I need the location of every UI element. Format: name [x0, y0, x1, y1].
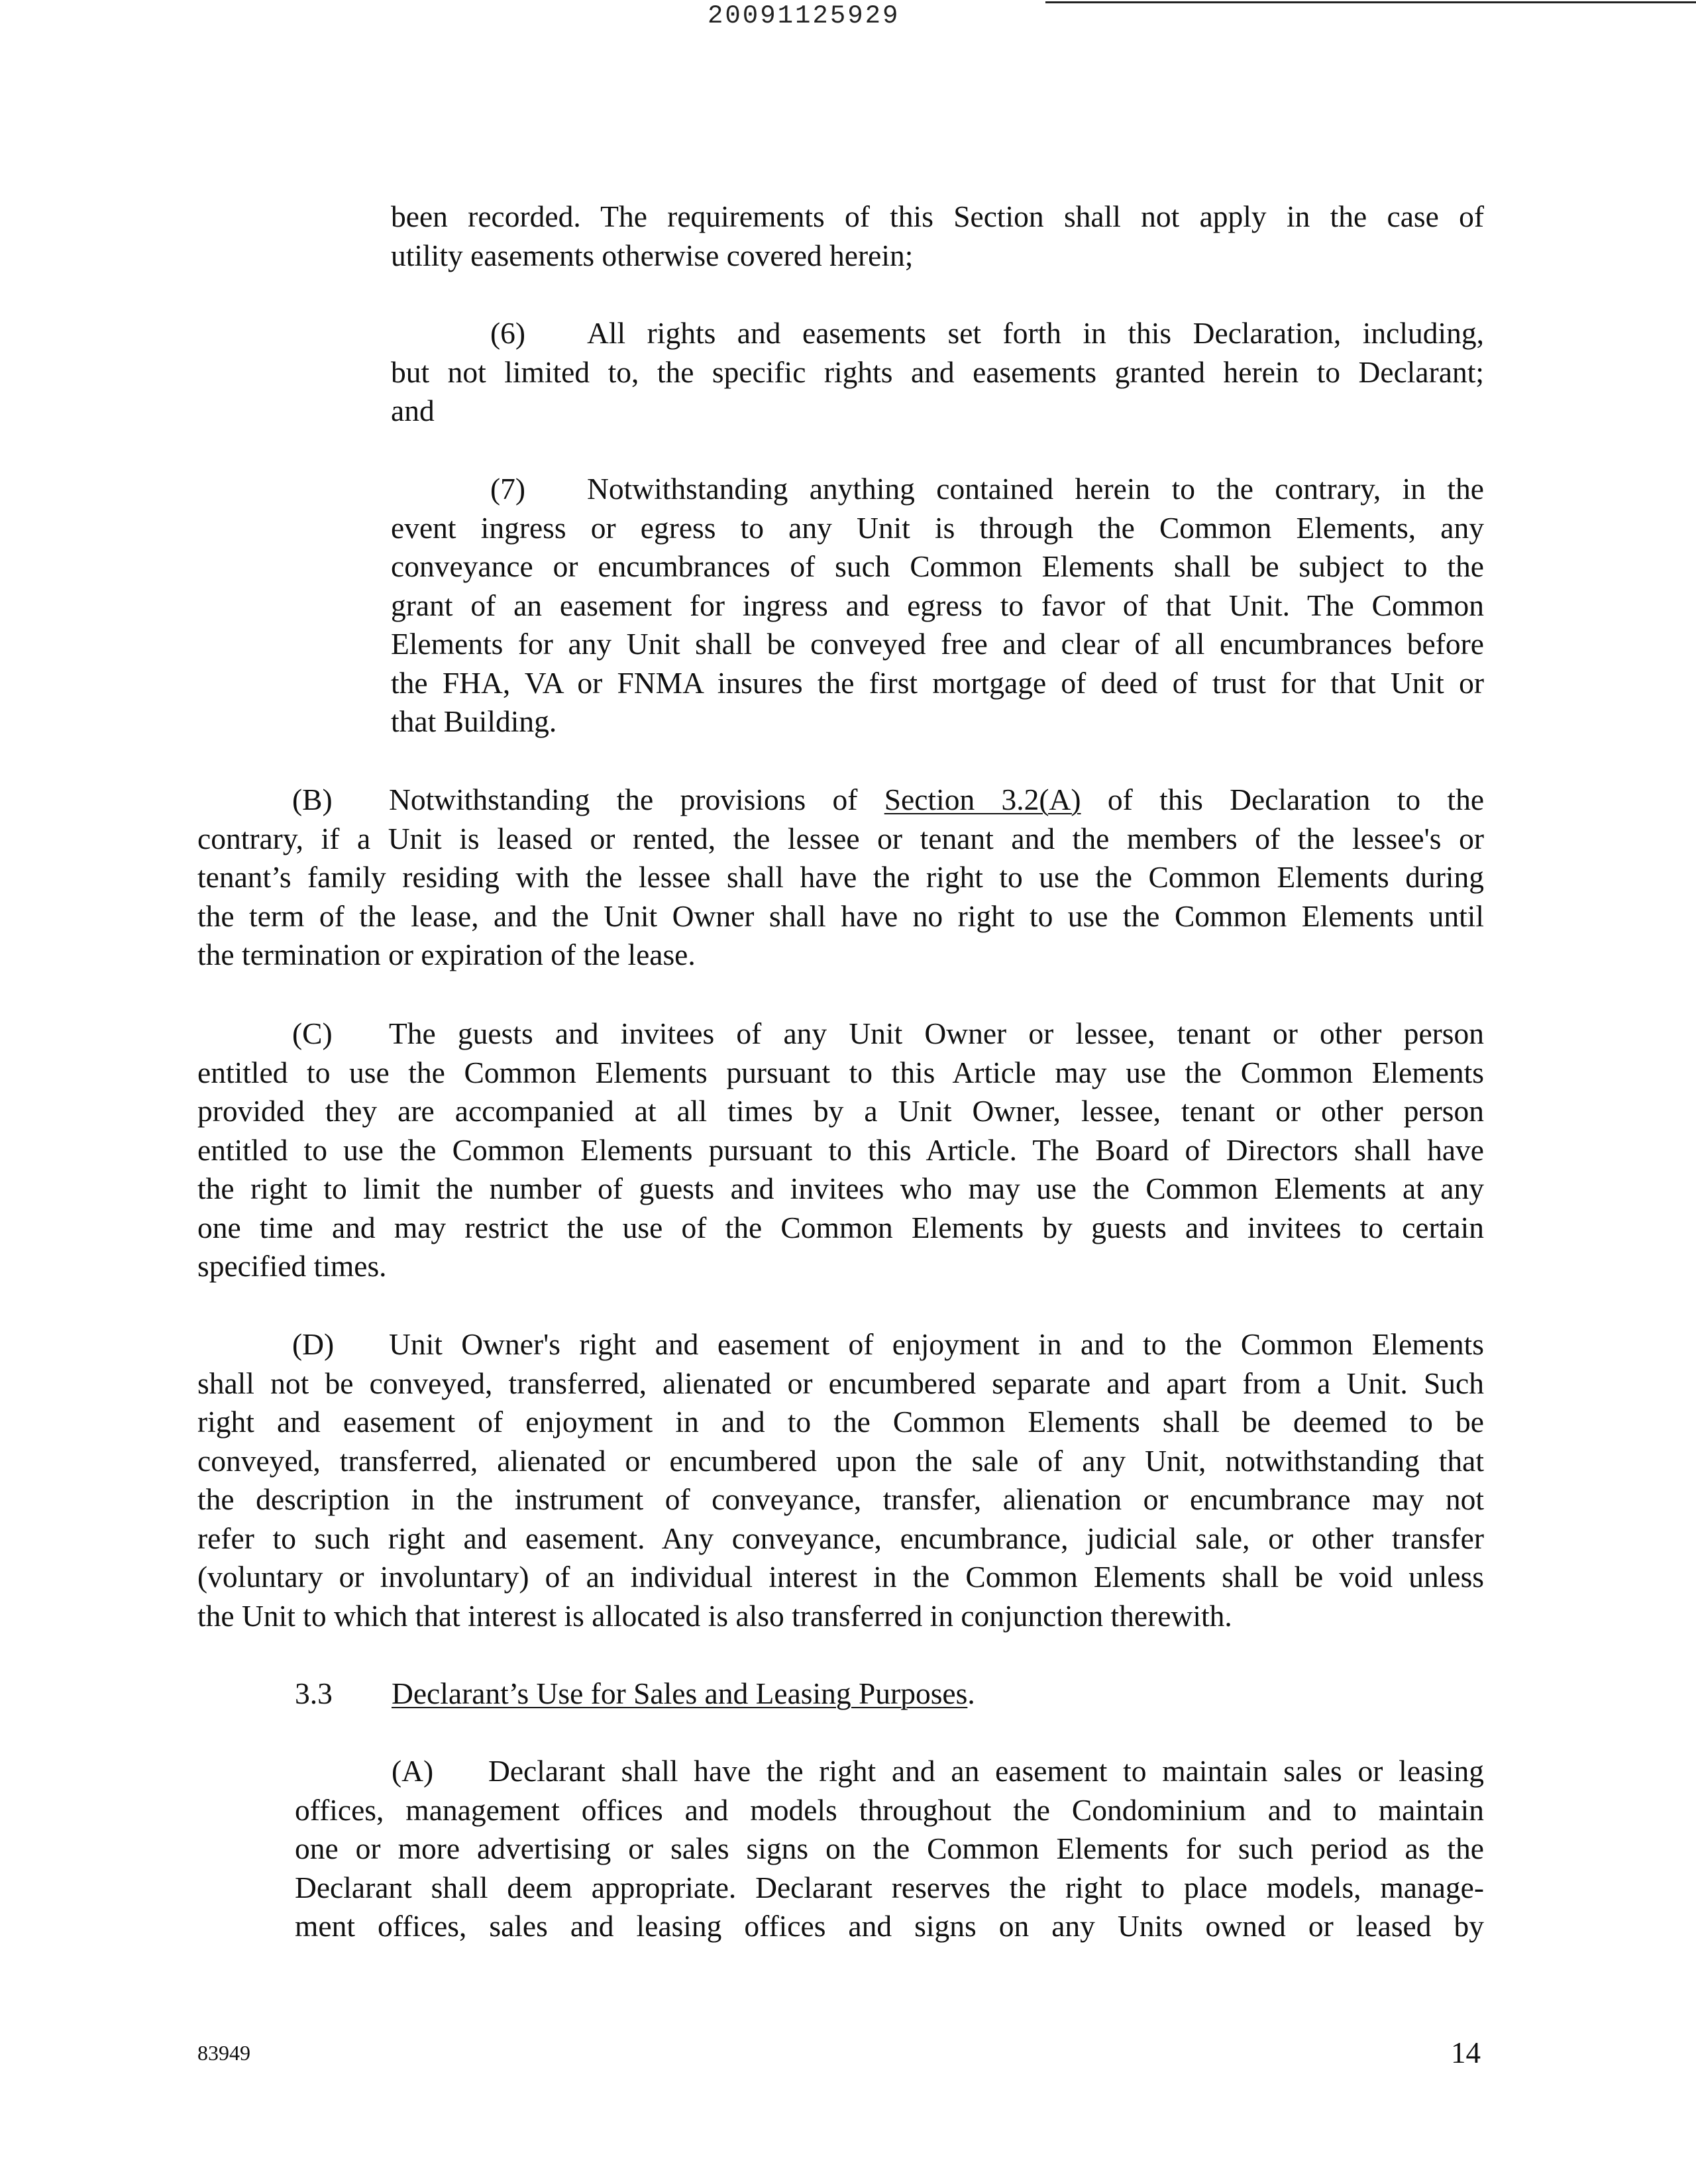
text-line: and — [391, 394, 435, 427]
text-line: but not limited to, the specific rights and easements granted herein to Declarant; — [391, 355, 1484, 389]
text-line: Elements for any Unit shall be conveyed free and clear of all encumbrances before — [391, 627, 1484, 661]
section-heading-3-3 — [295, 1674, 1484, 1714]
text-line: that Building. — [391, 704, 557, 738]
item-label: (6) — [490, 316, 526, 350]
document-id: 83949 — [197, 2041, 250, 2065]
text-line: offices, management offices and models throughout the Condominium and to maintain — [295, 1792, 1484, 1827]
paragraph-b — [197, 781, 1484, 975]
paragraph-d — [197, 1325, 1484, 1635]
text-line: the FHA, VA or FNMA insures the first mortgage of deed of trust for that Unit or — [391, 665, 1484, 700]
text-line: one or more advertising or sales signs on the Common Elements for such period as the — [295, 1831, 1484, 1865]
item-label: (D) — [292, 1327, 335, 1361]
text-line: The guests and invitees of any Unit Owner or lessee, tenant or other person — [389, 1016, 1484, 1050]
text-line: All rights and easements set forth in this Declaration, including, — [587, 316, 1484, 350]
paragraph-c — [197, 1014, 1484, 1286]
text-line: specified times. — [197, 1249, 387, 1283]
section-reference-link: Section 3.2(A) — [884, 783, 1081, 816]
text-line: one time and may restrict the use of the Common Elements by guests and invitees to certain — [197, 1210, 1484, 1244]
text-line: the description in the instrument of conveyance, transfer, alienation or encumbrance may not — [197, 1482, 1484, 1516]
paragraph-6 — [391, 314, 1484, 431]
text-line: utility easements otherwise covered herein; — [391, 238, 914, 272]
text-line: (voluntary or involuntary) of an individual interest in the Common Elements shall be void unless — [197, 1560, 1484, 1594]
text-line: shall not be conveyed, transferred, alienated or encumbered separate and apart from a Unit. Such — [197, 1366, 1484, 1400]
section-title-period: . — [967, 1676, 975, 1710]
text-line: ment offices, sales and leasing offices and signs on any Units owned or leased by — [295, 1909, 1484, 1943]
text-line: the term of the lease, and the Unit Owner shall have no right to use the Common Elements until — [197, 899, 1484, 933]
text-line: provided they are accompanied at all times by a Unit Owner, lessee, tenant or other person — [197, 1094, 1484, 1128]
paragraph-7 — [391, 470, 1484, 741]
text-line: Declarant shall deem appropriate. Declarant reserves the right to place models, manage- — [295, 1870, 1484, 1904]
paragraph-continuation — [391, 197, 1484, 275]
text-line: entitled to use the Common Elements pursuant to this Article. The Board of Directors shall have — [197, 1132, 1484, 1167]
text-line: conveyance or encumbrances of such Common Elements shall be subject to the — [391, 549, 1484, 583]
page-number: 14 — [1451, 2036, 1481, 2069]
item-label: (C) — [292, 1016, 333, 1050]
text-line: Notwithstanding anything contained herein to the contrary, in the — [587, 472, 1484, 506]
text-line: right and easement of enjoyment in and to the Common Elements shall be deemed to be — [197, 1405, 1484, 1439]
section-title: Declarant’s Use for Sales and Leasing Purposes — [392, 1676, 968, 1710]
text-line: grant of an easement for ingress and egress to favor of that Unit. The Common — [391, 588, 1484, 622]
text-line: the Unit to which that interest is allocated is also transferred in conjunction therewith. — [197, 1598, 1232, 1633]
text-segment: Notwithstanding the provisions of — [389, 783, 858, 816]
paragraph-a — [295, 1752, 1484, 1946]
text-line: entitled to use the Common Elements pursuant to this Article may use the Common Elements — [197, 1055, 1484, 1089]
item-label: (B) — [292, 783, 333, 816]
item-label: (A) — [392, 1754, 434, 1788]
text-line: the right to limit the number of guests and invitees who may use the Common Elements at any — [197, 1172, 1484, 1205]
item-label: (7) — [490, 472, 526, 506]
record-number: 20091125929 — [708, 1, 900, 30]
text-line: event ingress or egress to any Unit is through the Common Elements, any — [391, 510, 1484, 545]
section-number: 3.3 — [295, 1676, 333, 1710]
text-segment: of this Declaration to the — [1107, 783, 1485, 816]
text-line: Unit Owner's right and easement of enjoyment in and to the Common Elements — [389, 1327, 1484, 1361]
text-line: tenant’s family residing with the lessee shall have the right to use the Common Elements during — [197, 860, 1484, 894]
text-line: conveyed, transferred, alienated or encumbered upon the sale of any Unit, notwithstanding that — [197, 1443, 1484, 1478]
text-line: Declarant shall have the right and an easement to maintain sales or leasing — [488, 1754, 1484, 1788]
text-line: refer to such right and easement. Any conveyance, encumbrance, judicial sale, or other transfer — [197, 1521, 1484, 1555]
text-line: contrary, if a Unit is leased or rented, the lessee or tenant and the members of the lessee's or — [197, 821, 1484, 855]
text-line: the termination or expiration of the lease. — [197, 938, 696, 971]
text-line: been recorded. The requirements of this Section shall not apply in the case of — [391, 199, 1484, 233]
header-rule — [1045, 1, 1696, 3]
